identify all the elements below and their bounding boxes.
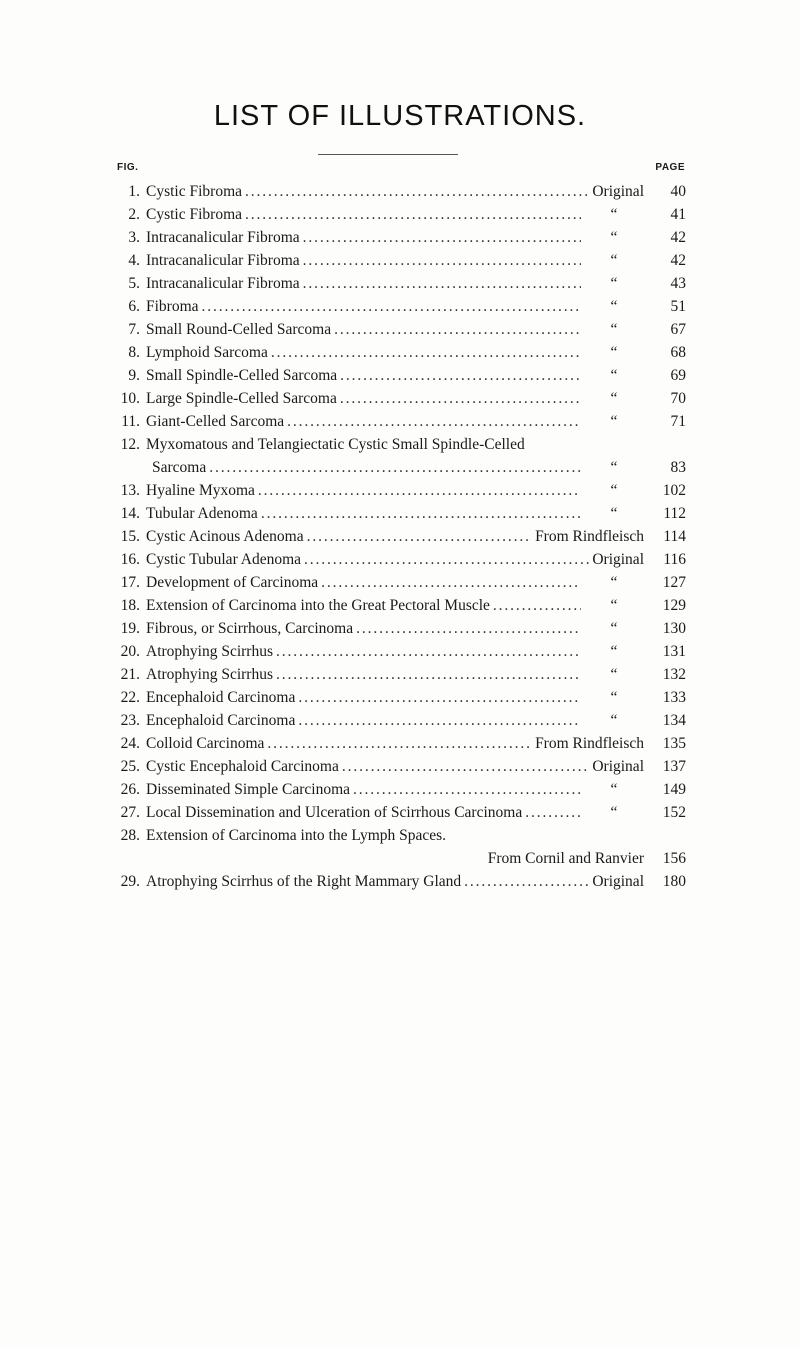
fig-source: “ [610, 620, 618, 637]
fig-number: 29. [120, 873, 140, 890]
page-number: 127 [662, 574, 686, 591]
fig-number: 15. [120, 528, 140, 545]
page-number: 129 [662, 597, 686, 614]
fig-caption: Intracanalicular Fibroma [146, 252, 300, 269]
list-item [114, 387, 686, 410]
list-item-continuation [114, 847, 686, 870]
fig-number: 10. [120, 390, 140, 407]
list-item [114, 272, 686, 295]
fig-source: “ [610, 781, 618, 798]
list-item [114, 617, 686, 640]
page-number: 51 [670, 298, 686, 315]
list-item [114, 295, 686, 318]
list-item [114, 479, 686, 502]
page-number: 41 [670, 206, 686, 223]
list-item [114, 571, 686, 594]
leader-dots [340, 364, 581, 387]
page-number: 40 [670, 183, 686, 200]
fig-caption: Giant-Celled Sarcoma [146, 413, 285, 430]
leader-dots [356, 617, 581, 640]
fig-caption: Myxomatous and Telangiectatic Cystic Small Spindle-Celled [146, 436, 525, 453]
page-number: 132 [662, 666, 686, 683]
page-number: 70 [670, 390, 686, 407]
list-item [114, 686, 686, 709]
page-number: 116 [663, 551, 686, 568]
fig-caption: Hyaline Myxoma [146, 482, 255, 499]
fig-number: 23. [120, 712, 140, 729]
page-number: 152 [662, 804, 686, 821]
fig-caption: Encephaloid Carcinoma [146, 689, 296, 706]
leader-dots [321, 571, 581, 594]
fig-number: 14. [120, 505, 140, 522]
fig-caption: Local Dissemination and Ulceration of Scirrhous Carcinoma [146, 804, 523, 821]
leader-dots [245, 203, 581, 226]
page-number: 130 [662, 620, 686, 637]
page-number: 102 [662, 482, 686, 499]
fig-source: “ [610, 712, 618, 729]
fig-caption: Cystic Fibroma [146, 206, 243, 223]
fig-caption: Cystic Encephaloid Carcinoma [146, 758, 339, 775]
leader-dots [303, 226, 581, 249]
list-item [114, 801, 686, 824]
leader-dots [464, 870, 589, 893]
page-number: 131 [662, 643, 686, 660]
fig-caption: Disseminated Simple Carcinoma [146, 781, 351, 798]
leader-dots [525, 801, 581, 824]
fig-source: “ [610, 252, 618, 269]
fig-number: 12. [120, 436, 140, 453]
fig-column-header: FIG. [117, 162, 139, 173]
list-item [114, 709, 686, 732]
title-rule [318, 154, 458, 155]
fig-source: Original [592, 183, 644, 200]
fig-number: 11. [121, 413, 140, 430]
leader-dots [307, 525, 532, 548]
leader-dots [304, 548, 589, 571]
page-number: 134 [662, 712, 686, 729]
fig-caption: Tubular Adenoma [146, 505, 258, 522]
leader-dots [209, 456, 581, 479]
leader-dots [276, 640, 581, 663]
list-item [114, 640, 686, 663]
fig-number: 24. [120, 735, 140, 752]
leader-dots [261, 502, 581, 525]
list-item [114, 226, 686, 249]
fig-source: “ [610, 459, 618, 476]
leader-dots [298, 709, 581, 732]
leader-dots [493, 594, 581, 617]
fig-caption: Development of Carcinoma [146, 574, 319, 591]
fig-source: From Cornil and Ranvier [487, 850, 644, 867]
fig-source: “ [610, 482, 618, 499]
list-item [114, 502, 686, 525]
leader-dots [267, 732, 532, 755]
fig-caption-continued: Sarcoma [152, 459, 207, 476]
list-item [114, 824, 686, 847]
page-number: 133 [662, 689, 686, 706]
fig-source: “ [610, 229, 618, 246]
fig-number: 22. [120, 689, 140, 706]
fig-caption: Cystic Fibroma [146, 183, 243, 200]
leader-dots [342, 755, 590, 778]
fig-caption: Extension of Carcinoma into the Lymph Spaces. [146, 827, 447, 844]
list-item [114, 433, 686, 456]
fig-caption: Cystic Tubular Adenoma [146, 551, 302, 568]
fig-source: “ [610, 413, 618, 430]
list-item [114, 755, 686, 778]
page-number: 149 [662, 781, 686, 798]
leader-dots [303, 249, 581, 272]
page-number: 137 [662, 758, 686, 775]
list-item [114, 778, 686, 801]
fig-number: 7. [128, 321, 140, 338]
leader-dots [202, 295, 581, 318]
page-column-header: PAGE [655, 162, 685, 173]
illustrations-list [114, 180, 686, 893]
fig-source: “ [610, 275, 618, 292]
fig-source: “ [610, 804, 618, 821]
fig-caption: Encephaloid Carcinoma [146, 712, 296, 729]
fig-number: 3. [128, 229, 140, 246]
fig-source: “ [610, 298, 618, 315]
list-item [114, 663, 686, 686]
page-number: 43 [670, 275, 686, 292]
fig-caption: Fibrous, or Scirrhous, Carcinoma [146, 620, 354, 637]
fig-number: 16. [120, 551, 140, 568]
page-number: 135 [662, 735, 686, 752]
leader-dots [271, 341, 581, 364]
page-number: 67 [670, 321, 686, 338]
fig-caption: Lymphoid Sarcoma [146, 344, 268, 361]
list-item [114, 594, 686, 617]
fig-number: 27. [120, 804, 140, 821]
list-item [114, 364, 686, 387]
page-number: 71 [670, 413, 686, 430]
page-number: 42 [670, 229, 686, 246]
fig-number: 17. [120, 574, 140, 591]
fig-caption: Intracanalicular Fibroma [146, 275, 300, 292]
list-item [114, 318, 686, 341]
leader-dots [276, 663, 581, 686]
fig-caption: Cystic Acinous Adenoma [146, 528, 304, 545]
leader-dots [340, 387, 581, 410]
page-number: 69 [670, 367, 686, 384]
fig-number: 6. [128, 298, 140, 315]
fig-caption: Intracanalicular Fibroma [146, 229, 300, 246]
fig-number: 20. [120, 643, 140, 660]
leader-dots [334, 318, 581, 341]
fig-number: 19. [120, 620, 140, 637]
fig-caption: Atrophying Scirrhus of the Right Mammary Gland [146, 873, 462, 890]
fig-source: “ [610, 206, 618, 223]
fig-number: 2. [128, 206, 140, 223]
list-item [114, 732, 686, 755]
page-number: 180 [662, 873, 686, 890]
fig-source: “ [610, 390, 618, 407]
fig-number: 26. [120, 781, 140, 798]
fig-number: 8. [128, 344, 140, 361]
fig-caption: Fibroma [146, 298, 199, 315]
fig-number: 1. [128, 183, 140, 200]
leader-dots [245, 180, 589, 203]
fig-source: “ [610, 666, 618, 683]
leader-dots [258, 479, 581, 502]
list-item [114, 525, 686, 548]
fig-caption: Large Spindle-Celled Sarcoma [146, 390, 337, 407]
fig-source: From Rindfleisch [535, 528, 644, 545]
fig-source: “ [610, 367, 618, 384]
leader-dots [353, 778, 581, 801]
fig-number: 21. [120, 666, 140, 683]
fig-source: “ [610, 643, 618, 660]
list-item [114, 870, 686, 893]
page-number: 114 [663, 528, 686, 545]
fig-number: 18. [120, 597, 140, 614]
page-number: 112 [663, 505, 686, 522]
page-number: 68 [670, 344, 686, 361]
fig-number: 25. [120, 758, 140, 775]
leader-dots [287, 410, 581, 433]
fig-number: 9. [128, 367, 140, 384]
fig-source: “ [610, 505, 618, 522]
leader-dots [303, 272, 581, 295]
fig-source: “ [610, 597, 618, 614]
page-title: LIST OF ILLUSTRATIONS. [213, 100, 587, 132]
fig-source: From Rindfleisch [535, 735, 644, 752]
fig-caption: Atrophying Scirrhus [146, 666, 274, 683]
fig-source: Original [592, 873, 644, 890]
fig-caption: Colloid Carcinoma [146, 735, 265, 752]
fig-number: 13. [120, 482, 140, 499]
fig-number: 4. [128, 252, 140, 269]
fig-source: “ [610, 321, 618, 338]
list-item [114, 410, 686, 433]
page-number: 42 [670, 252, 686, 269]
fig-source: “ [610, 689, 618, 706]
list-item [114, 203, 686, 226]
list-item [114, 249, 686, 272]
fig-source: Original [592, 758, 644, 775]
fig-caption: Small Spindle-Celled Sarcoma [146, 367, 338, 384]
leader-dots [298, 686, 581, 709]
fig-caption: Atrophying Scirrhus [146, 643, 274, 660]
list-item [114, 180, 686, 203]
list-item-continuation [114, 456, 686, 479]
fig-source: “ [610, 344, 618, 361]
list-item [114, 548, 686, 571]
list-item [114, 341, 686, 364]
fig-source: Original [592, 551, 644, 568]
page-number: 156 [662, 850, 686, 867]
fig-number: 5. [128, 275, 140, 292]
page-number: 83 [670, 459, 686, 476]
fig-caption: Extension of Carcinoma into the Great Pectoral Muscle [146, 597, 490, 614]
fig-caption: Small Round-Celled Sarcoma [146, 321, 332, 338]
fig-number: 28. [120, 827, 140, 844]
fig-source: “ [610, 574, 618, 591]
